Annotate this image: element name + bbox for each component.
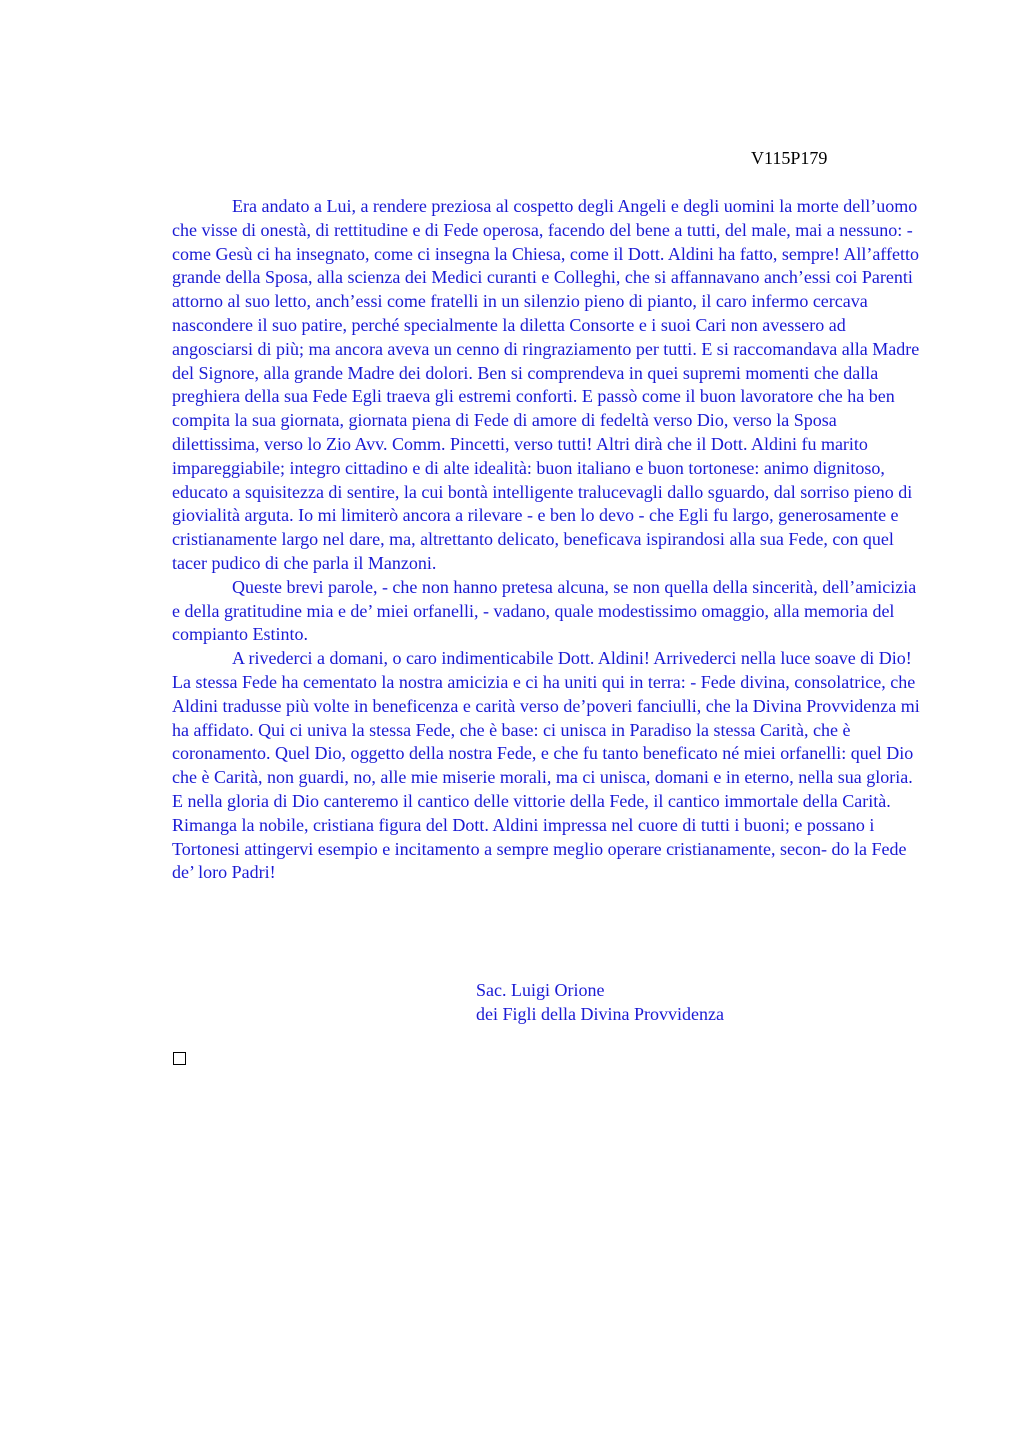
- paragraph-3: A rivederci a domani, o caro indimenticabile Dott. Aldini! Arrivederci nella luce soave di Dio! La stessa Fede ha cementato la nostra amicizia e ci ha uniti qui in terra: - Fede divina, consolatrice, che Aldini tradusse più volte in beneficenza e carità verso de’poveri fanciulli, che la Divina Provvidenza mi ha affidato. Qui ci univa la stessa Fede, che è base: ci unisca in Paradiso la stessa Carità, che è coronamento. Quel Dio, oggetto della nostra Fede, e che fu tanto beneficato né miei orfanelli: quel Dio che è Carità, non guardi, no, alle mie miserie morali, ma ci unisca, domani e in eterno, nella sua gloria. E nella gloria di Dio canteremo il cantico delle vittorie della Fede, il cantico immortale della Carità. Rimanga la nobile, cristiana figura del Dott. Aldini impressa nel cuore di tutti i buoni; e possano i Tortonesi attingervi esempio e incitamento a sempre meglio operare cristianamente, secon- do la Fede de’ loro Padri!: [172, 648, 920, 883]
- signature-block: [476, 978, 724, 1026]
- signature-title: dei Figli della Divina Provvidenza: [476, 1004, 724, 1024]
- end-marker-box: [173, 1052, 186, 1065]
- paragraph-1: Era andato a Lui, a rendere preziosa al cospetto degli Angeli e degli uomini la morte dell’uomo che visse di onestà, di rettitudine e di Fede operosa, facendo del bene a tutti, del male, mai a nessuno: - come Gesù ci ha insegnato, come ci insegna la Chiesa, come il Dott. Aldini ha fatto, sempre! All’affetto grande della Sposa, alla scienza dei Medici curanti e Colleghi, che si affannavano anch’essi coi Parenti attorno al suo letto, anch’essi come fratelli in un silenzio pieno di pianto, il caro infermo cercava nascondere il suo patire, perché specialmente la diletta Consorte e i suoi Cari non avessero ad angosciarsi di più; ma ancora aveva un cenno di ringraziamento per tutti. E si raccomandava alla Madre del Signore, alla grande Madre dei dolori. Ben si comprendeva in quei supremi momenti che dalla preghiera della sua Fede Egli traeva gli estremi conforti. E passò come il buon lavoratore che ha ben compita la sua giornata, giornata piena di Fede di amore di fedeltà verso Dio, verso la Sposa dilettissima, verso lo Zio Avv. Comm. Pincetti, verso tutti! Altri dirà che il Dott. Aldini fu marito impareggiabile; integro cittadino e di alte idealità: buon italiano e buon tortonese: animo dignitoso, educato a squisitezza di sentire, la cui bontà intelligente tralucevagli dallo sguardo, dal sorriso pieno di giovialità arguta. Io mi limiterò ancora a rilevare - e ben lo devo - che Egli fu largo, generosamente e cristianamente largo nel dare, ma, altrettanto delicato, beneficava ispirandosi alla sua Fede, con quel tacer pudico di che parla il Manzoni.: [172, 196, 920, 573]
- signature-name: Sac. Luigi Orione: [476, 980, 605, 1000]
- page-reference: V115P179: [751, 148, 828, 168]
- paragraph-2: Queste brevi parole, - che non hanno pretesa alcuna, se non quella della sincerità, dell’amicizia e della gratitudine mia e de’ miei orfanelli, - vadano, quale modestissimo omaggio, alla memoria del compianto Estinto.: [172, 576, 917, 645]
- document-body: [172, 195, 922, 885]
